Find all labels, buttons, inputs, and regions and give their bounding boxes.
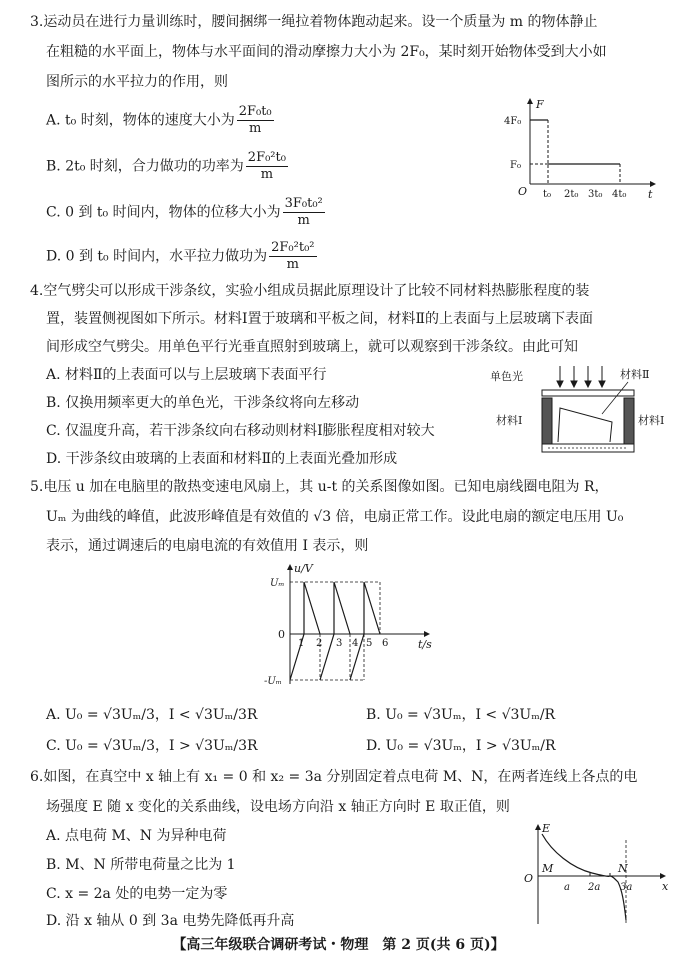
q3-stem-line-3: 图所示的水平拉力的作用，则 bbox=[46, 74, 228, 90]
q3-option-a-fraction bbox=[237, 104, 274, 137]
q5-graph-origin: 0 bbox=[278, 628, 285, 641]
q5-option-c: C. U₀ = √3Uₘ/3，I > √3Uₘ/3R bbox=[46, 738, 258, 754]
q3-graph-x-label: t bbox=[648, 188, 653, 201]
q3-graph-x-tick-t0: t₀ bbox=[543, 189, 552, 200]
q3-option-c-text: C. 0 到 t₀ 时间内，物体的位移大小为 bbox=[46, 204, 281, 221]
q5-voltage-graph bbox=[258, 560, 438, 690]
q5-graph-x-tick-4: 4 bbox=[352, 638, 359, 649]
q3-option-d-denominator: m bbox=[286, 257, 299, 272]
q5-graph-x-label: t/s bbox=[418, 638, 432, 651]
q4-stem-line-2: 置，装置侧视图如下所示。材料Ⅰ置于玻璃和平板之间，材料Ⅱ的上表面与上层玻璃下表面 bbox=[46, 311, 594, 327]
q6-field-graph bbox=[512, 820, 672, 930]
q6-graph-x-tick-a: a bbox=[564, 882, 570, 893]
q5-graph-y-bottom: -Uₘ bbox=[264, 676, 282, 687]
q4-fig-material-2-label: 材料Ⅱ bbox=[620, 368, 650, 381]
q4-option-c: C. 仅温度升高，若干涉条纹向右移动则材料Ⅰ膨胀程度相对较大 bbox=[46, 423, 435, 439]
q6-graph-y-label: E bbox=[542, 822, 551, 835]
q3-option-a bbox=[46, 104, 276, 137]
q3-option-d-fraction bbox=[269, 240, 316, 273]
q3-stem-line-1: 3.运动员在进行力量训练时，腰间捆绑一绳拉着物体跑动起来。设一个质量为 m 的物体静止 bbox=[30, 14, 598, 30]
q3-graph-x-tick-3t0: 3t₀ bbox=[588, 189, 603, 200]
q3-option-c-denominator: m bbox=[297, 213, 310, 228]
q5-graph-x-tick-2: 2 bbox=[316, 638, 323, 649]
q5-stem-line-3: 表示，通过调速后的电扇电流的有效值用 I 表示，则 bbox=[46, 538, 369, 554]
q3-option-b-fraction bbox=[246, 150, 288, 183]
q5-graph-y-top: Uₘ bbox=[270, 578, 285, 589]
q6-graph-x-tick-2a: 2a bbox=[588, 882, 601, 893]
q3-graph-x-tick-2t0: 2t₀ bbox=[564, 189, 579, 200]
q4-apparatus-figure bbox=[478, 362, 668, 462]
q4-stem-line-1: 4.空气劈尖可以形成干涉条纹，实验小组成员据此原理设计了比较不同材料热膨胀程度的装 bbox=[30, 283, 590, 299]
q6-graph-charge-m: M bbox=[542, 862, 554, 875]
q3-graph-origin: O bbox=[518, 185, 528, 198]
q3-force-graph bbox=[500, 96, 660, 201]
q3-option-d-numerator: 2F₀²t₀² bbox=[271, 240, 315, 255]
q6-option-d: D. 沿 x 轴从 0 到 3a 电势先降低再升高 bbox=[46, 913, 295, 929]
q4-option-b: B. 仅换用频率更大的单色光，干涉条纹将向左移动 bbox=[46, 395, 360, 411]
q4-fig-light-label: 单色光 bbox=[490, 370, 523, 383]
light-arrows-icon bbox=[557, 366, 605, 387]
q6-option-a: A. 点电荷 M、N 为异种电荷 bbox=[46, 828, 227, 844]
q3-option-b bbox=[46, 150, 290, 183]
q5-graph-x-tick-1: 1 bbox=[298, 638, 305, 649]
q6-stem-line-1: 6.如图，在真空中 x 轴上有 x₁ = 0 和 x₂ = 3a 分别固定着点电荷 M、N，在两者连线上各点的电 bbox=[30, 769, 638, 785]
q6-graph-origin: O bbox=[524, 872, 534, 885]
q5-option-b: B. U₀ = √3Uₘ，I < √3Uₘ/R bbox=[366, 707, 556, 723]
q6-graph-charge-n: N bbox=[618, 862, 628, 875]
q5-graph-x-tick-3: 3 bbox=[336, 638, 343, 649]
q5-option-d: D. U₀ = √3Uₘ，I > √3Uₘ/R bbox=[366, 738, 556, 754]
q3-option-c-numerator: 3F₀t₀² bbox=[284, 196, 323, 211]
q6-graph-x-label: x bbox=[662, 880, 669, 893]
q3-option-a-numerator: 2F₀t₀ bbox=[238, 104, 272, 119]
q5-option-a: A. U₀ = √3Uₘ/3，I < √3Uₘ/3R bbox=[46, 707, 258, 723]
q5-stem-line-2: Uₘ 为曲线的峰值，此波形峰值是有效值的 √3 倍，电扇正常工作。设此电扇的额定电压用 U₀ bbox=[46, 509, 624, 525]
q4-fig-material-1-right-label: 材料Ⅰ bbox=[638, 414, 665, 427]
q3-option-d bbox=[46, 240, 319, 273]
q5-graph-x-tick-6: 6 bbox=[382, 638, 389, 649]
q3-graph-y-tick-f0: F₀ bbox=[510, 160, 521, 171]
q3-graph-x-tick-4t0: 4t₀ bbox=[612, 189, 627, 200]
q3-graph-y-label: F bbox=[536, 98, 544, 111]
q4-stem-line-3: 间形成空气劈尖。用单色平行光垂直照射到玻璃上，就可以观察到干涉条纹。由此可知 bbox=[46, 339, 578, 355]
q3-option-c-fraction bbox=[283, 196, 325, 229]
q3-stem-line-2: 在粗糙的水平面上，物体与水平面间的滑动摩擦力大小为 2F₀，某时刻开始物体受到大小如 bbox=[46, 44, 607, 60]
q6-option-c: C. x = 2a 处的电势一定为零 bbox=[46, 886, 228, 902]
q3-option-a-denominator: m bbox=[249, 121, 262, 136]
q3-graph-y-tick-4f0: 4F₀ bbox=[504, 116, 522, 127]
q3-option-d-text: D. 0 到 t₀ 时间内，水平拉力做功为 bbox=[46, 248, 268, 265]
q4-fig-material-1-left-label: 材料Ⅰ bbox=[496, 414, 523, 427]
q6-graph-x-tick-3a: 3a bbox=[620, 882, 633, 893]
q5-graph-x-tick-5: 5 bbox=[366, 638, 373, 649]
q5-graph-y-label: u/V bbox=[294, 562, 313, 575]
q5-stem-line-1: 5.电压 u 加在电脑里的散热变速电风扇上，其 u-t 的关系图像如图。已知电扇线圈电阻为 R， bbox=[30, 479, 609, 495]
q3-option-b-text: B. 2t₀ 时刻，合力做功的功率为 bbox=[46, 158, 244, 175]
q3-option-b-numerator: 2F₀²t₀ bbox=[247, 150, 286, 165]
q3-option-b-denominator: m bbox=[260, 167, 274, 182]
page-footer: 【高三年级联合调研考试・物理 第 2 页(共 6 页)】 bbox=[172, 937, 505, 953]
q4-option-a: A. 材料Ⅱ的上表面可以与上层玻璃下表面平行 bbox=[46, 367, 327, 383]
q3-option-c bbox=[46, 196, 327, 229]
q6-option-b: B. M、N 所带电荷量之比为 1 bbox=[46, 857, 236, 873]
q3-option-a-text: A. t₀ 时刻，物体的速度大小为 bbox=[46, 112, 235, 129]
q6-stem-line-2: 场强度 E 随 x 变化的关系曲线，设电场方向沿 x 轴正方向时 E 取正值，则 bbox=[46, 799, 510, 815]
q4-option-d: D. 干涉条纹由玻璃的上表面和材料Ⅱ的上表面光叠加形成 bbox=[46, 451, 398, 467]
